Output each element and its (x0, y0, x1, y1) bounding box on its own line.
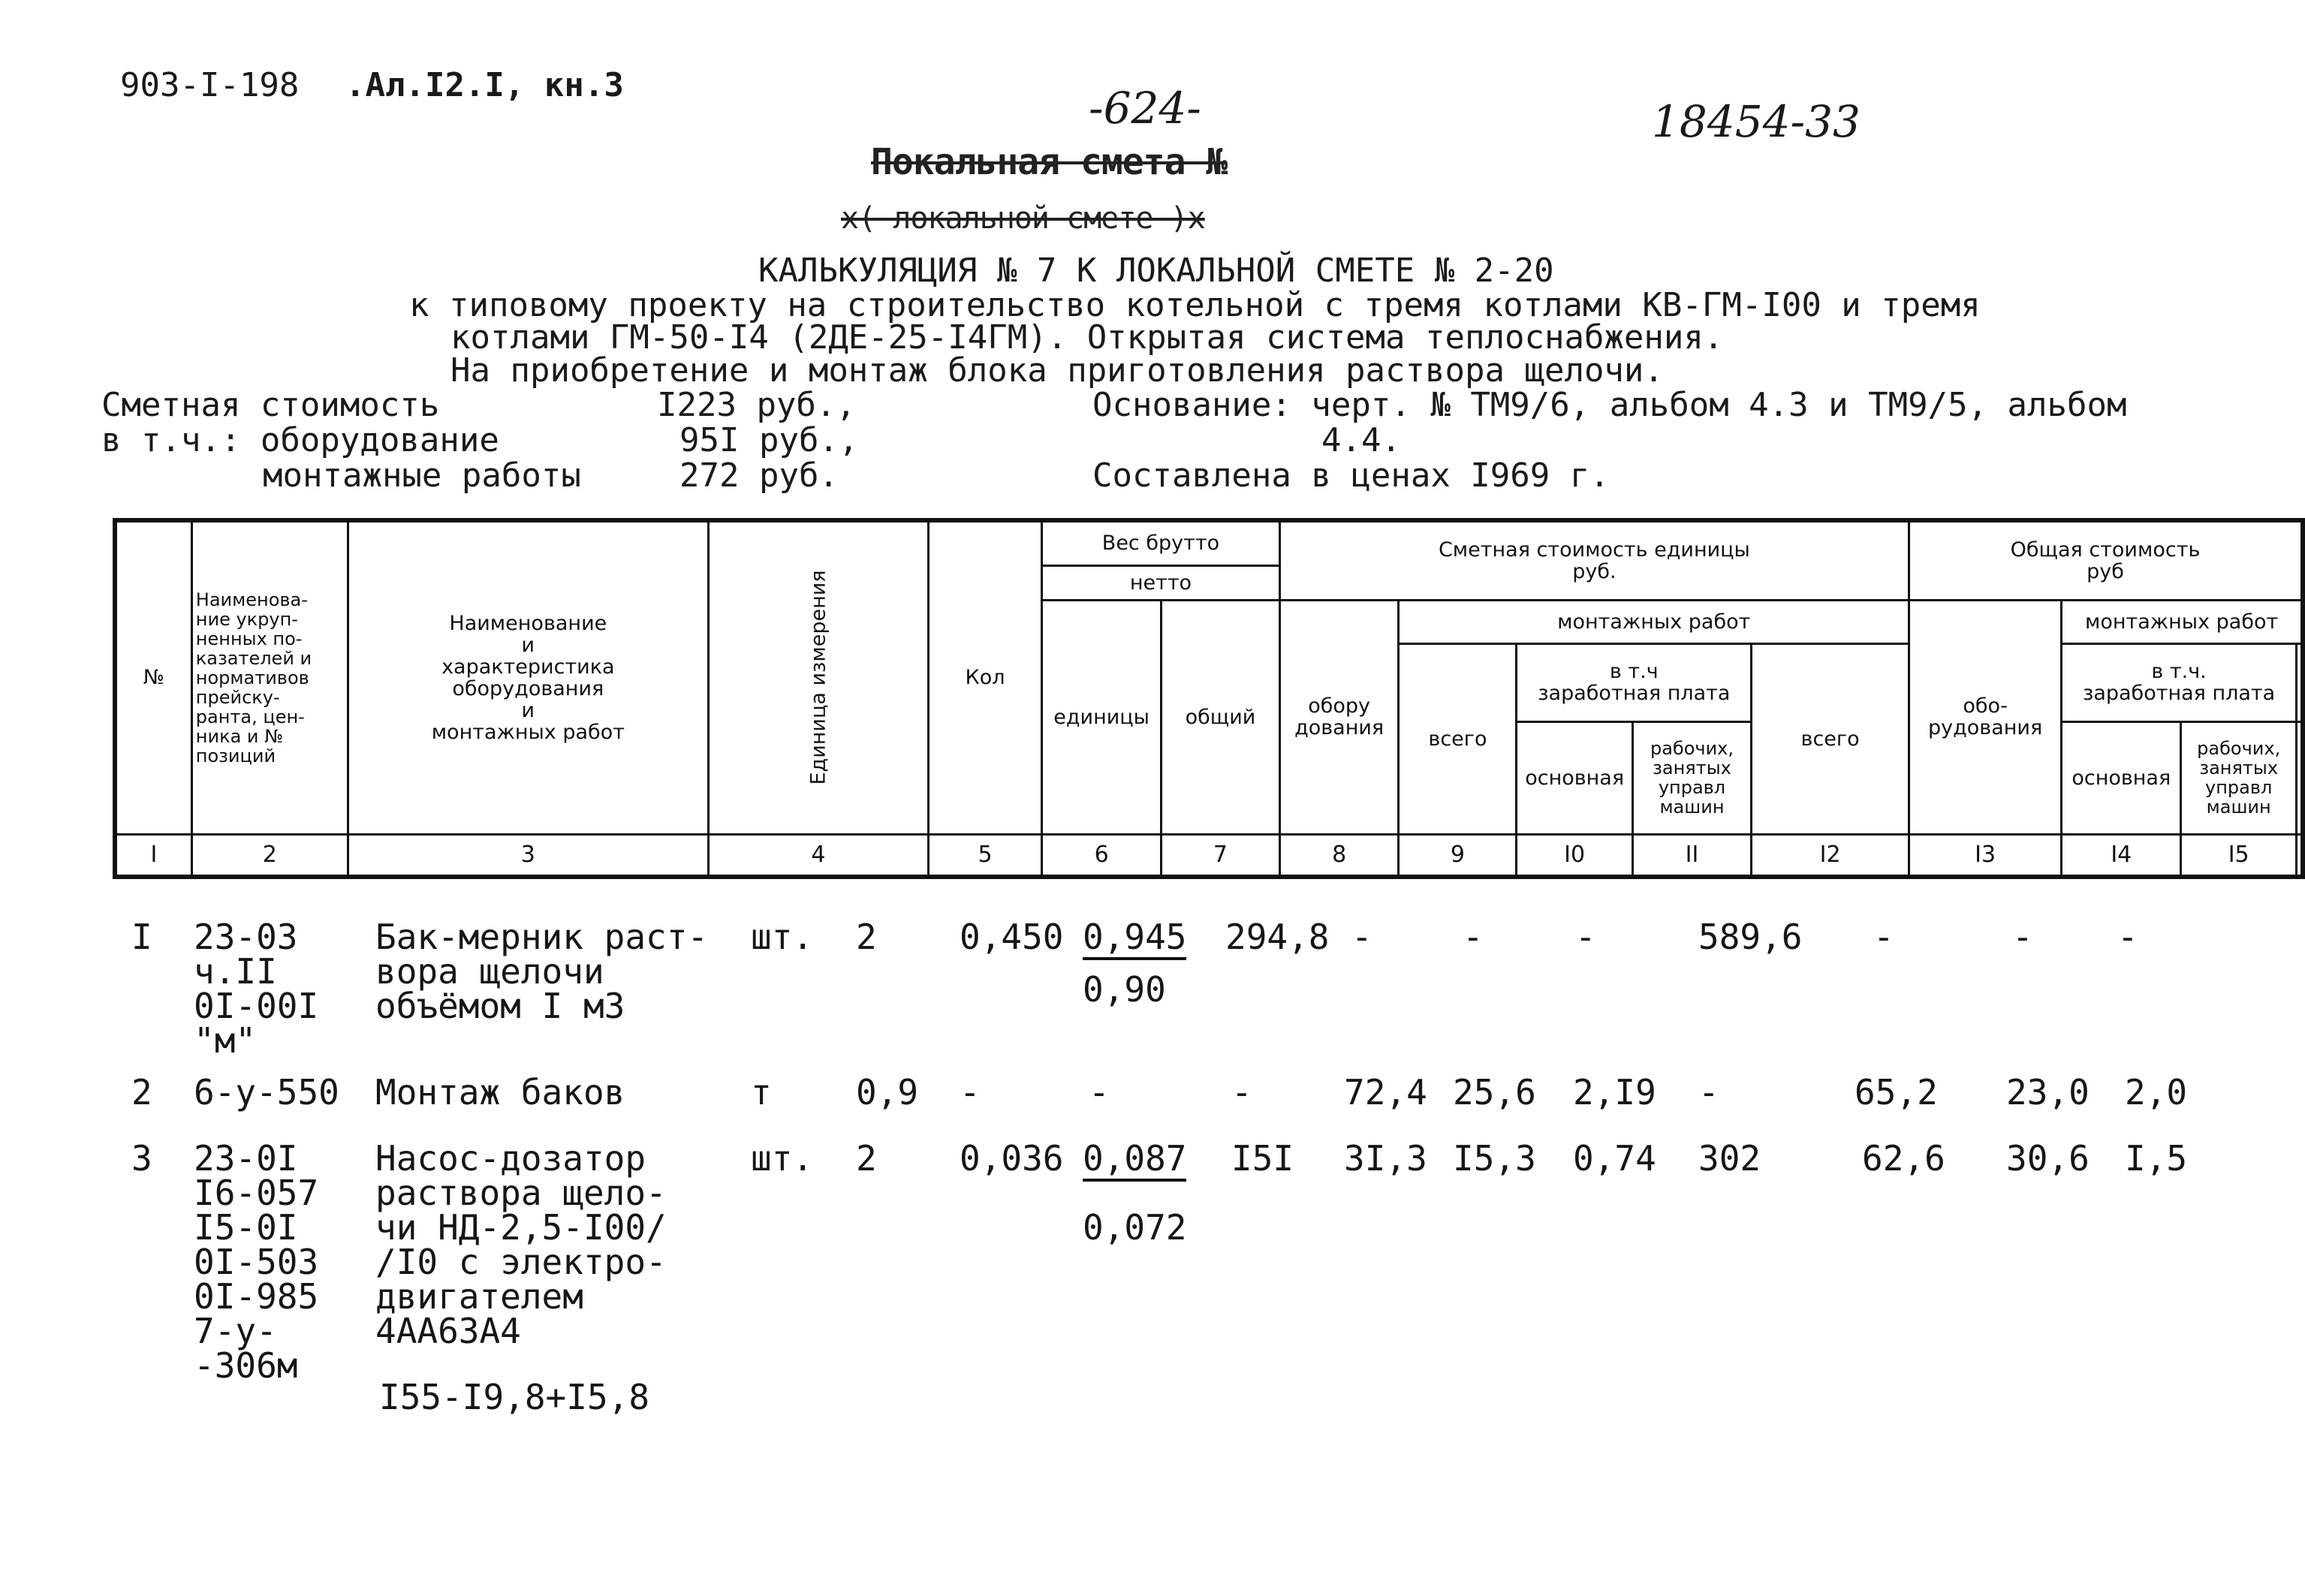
row-unit: шт. (751, 917, 814, 957)
col-index: I0 (1517, 834, 1632, 877)
row-weight-unit: - (960, 1072, 981, 1113)
col-index: I5 (2181, 834, 2297, 877)
basis-line-2: 4.4. (1321, 421, 1401, 459)
row-unit-wage-basic: I5,3 (1453, 1138, 1536, 1179)
col-index: 3 (348, 834, 708, 877)
cost-label: Сметная стоимость (101, 386, 440, 424)
weight-net-header: нетто (1042, 565, 1280, 600)
row-norm: 23-03 ч.II 0I-00I "м" (194, 917, 319, 1061)
total-equipment-header: обо- рудования (1909, 600, 2062, 834)
subtitle-line-1: к типовому проекту на строительство котельной с тремя котлами КВ-ГМ-I00 и тремя (409, 286, 1981, 324)
col-index: 9 (1399, 834, 1517, 877)
row-total-equipment: 302 (1698, 1138, 1761, 1179)
col-index: 5 (928, 834, 1041, 877)
row-total-wage-workers: 2,0 (2125, 1072, 2188, 1113)
col-index: 8 (1279, 834, 1399, 877)
subtitle-line-3: На приобретение и монтаж блока приготовления раствора щелочи. (450, 351, 1664, 390)
col-norm-header: Наименова- ние укруп- ненных по- казателей и нормативов прейску- ранта, цен- ника и № позиций (191, 520, 348, 834)
row-qty: 0,9 (856, 1072, 919, 1113)
row-unit-equipment: I5I (1231, 1138, 1294, 1179)
total-cost-header: Общая стоимость руб (1909, 520, 2303, 600)
column-number-row (115, 834, 2303, 877)
mounting-label: монтажные работы (263, 456, 581, 495)
weight-gross-header: Вес брутто (1042, 520, 1280, 565)
unit-wage-workers-header: рабочих, занятых управл машин (1632, 721, 1751, 834)
unit-wage-header: в т.ч заработная плата (1517, 643, 1752, 721)
row-number: I (131, 917, 152, 957)
row-weight-net: 0,90 (1083, 969, 1166, 1010)
row-total-wage-basic: - (2012, 917, 2033, 957)
row-unit-equipment: - (1231, 1072, 1252, 1113)
total-wage-basic-header: основная (2062, 721, 2181, 834)
row-weight-net: 0,072 (1083, 1207, 1187, 1248)
col-index: 6 (1042, 834, 1162, 877)
price-basis: Составлена в ценах I969 г. (1092, 456, 1610, 495)
unit-equipment-header: обору дования (1279, 600, 1399, 834)
row-total-wage-workers: - (2117, 917, 2138, 957)
weight-total-header: общий (1162, 600, 1280, 834)
col-index: I2 (1752, 834, 1909, 877)
project-code: 903-I-198 (120, 66, 300, 104)
col-spacer-cell (2297, 721, 2303, 834)
struck-heading: Покальная смета № (871, 141, 1228, 183)
row-weight-unit: 0,036 (960, 1138, 1064, 1179)
album-ref: .Ал.I2.I, кн.3 (345, 66, 624, 104)
row-weight-total: 0,087 (1083, 1141, 1186, 1182)
col-index: I (115, 834, 191, 877)
row-unit-mount-total: 3I,3 (1344, 1138, 1427, 1179)
row-number: 2 (131, 1072, 152, 1113)
row-unit-wage-basic: - (1463, 917, 1484, 957)
col-unit-header (708, 520, 928, 834)
row-number: 3 (131, 1138, 152, 1179)
row-qty: 2 (856, 917, 877, 957)
unit-mount-total-header: всего (1399, 643, 1517, 834)
row-unit-wage-workers: - (1575, 917, 1596, 957)
row-unit: шт. (751, 1138, 814, 1179)
unit-mounting-header: монтажных работ (1399, 600, 1909, 643)
row-name: Монтаж баков (375, 1072, 625, 1113)
col-index: 7 (1162, 834, 1280, 877)
document-title: КАЛЬКУЛЯЦИЯ № 7 К ЛОКАЛЬНОЙ СМЕТЕ № 2-20 (758, 251, 1554, 290)
row-qty: 2 (856, 1138, 877, 1179)
total-wage-workers-header: рабочих, занятых управл машин (2181, 721, 2297, 834)
total-mount-total-header: всего (1752, 643, 1909, 834)
row-name: Насос-дозатор раствора щело- чи НД-2,5-I00/ /I0 с электро- двигателем 4АА63А4 (375, 1138, 667, 1351)
row-total-mount-total: 62,6 (1862, 1138, 1945, 1179)
row-name: Бак-мерник раст- вора щелочи объёмом I м3 (375, 917, 709, 1026)
col-index: II (1632, 834, 1751, 877)
row-total-wage-basic: 30,6 (2006, 1138, 2090, 1179)
row-total-wage-workers: I,5 (2125, 1138, 2188, 1179)
page-number: -624- (1089, 83, 1201, 134)
unit-header-text: Единица измерения (806, 570, 830, 785)
weight-unit-header: единицы (1042, 600, 1162, 834)
total-mounting-header: монтажных работ (2062, 600, 2303, 643)
row-unit-mount-total: - (1351, 917, 1372, 957)
row-unit-equipment: 294,8 (1225, 917, 1330, 957)
row-total-equipment: 589,6 (1698, 917, 1803, 957)
unit-cost-header: Сметная стоимость единицы руб. (1279, 520, 1909, 600)
including-label: в т.ч.: оборудование (101, 421, 499, 459)
subtitle-line-2: котлами ГМ-50-I4 (2ДЕ-25-I4ГМ). Открытая система теплоснабжения. (450, 318, 1724, 357)
col-index: I3 (1909, 834, 2062, 877)
calculation-table-header (113, 518, 2305, 879)
row-unit: т (751, 1072, 772, 1113)
row-unit-wage-workers: 2,I9 (1573, 1072, 1656, 1113)
equipment-value: 95I руб., (679, 421, 859, 459)
row-total-equipment: - (1698, 1072, 1719, 1113)
total-wage-header: в т.ч. заработная плата (2062, 643, 2297, 721)
row-weight-unit: 0,450 (960, 917, 1064, 957)
row-unit-wage-workers: 0,74 (1573, 1138, 1656, 1179)
row-note: I55-I9,8+I5,8 (379, 1377, 650, 1417)
row-unit-mount-total: 72,4 (1344, 1072, 1427, 1113)
mounting-value: 272 руб. (679, 456, 839, 495)
struck-subheading: х( локальной смете )х (841, 201, 1205, 236)
row-total-mount-total: - (1873, 917, 1894, 957)
row-weight-total: - (1089, 1072, 1110, 1113)
doc-number: 18454-33 (1652, 96, 1861, 147)
row-norm: 6-у-550 (194, 1072, 339, 1113)
unit-wage-basic-header: основная (1517, 721, 1632, 834)
col-number-header: № (115, 520, 191, 834)
row-norm: 23-0I I6-057 I5-0I 0I-503 0I-985 7-у- -306м (194, 1138, 319, 1386)
row-total-mount-total: 65,2 (1855, 1072, 1938, 1113)
row-total-wage-basic: 23,0 (2006, 1072, 2090, 1113)
col-name-header: Наименование и характеристика оборудования и монтажных работ (348, 520, 708, 834)
row-unit-wage-basic: 25,6 (1453, 1072, 1536, 1113)
col-index: I4 (2062, 834, 2181, 877)
col-index: 2 (191, 834, 348, 877)
col-qty-header: Кол (928, 520, 1041, 834)
cost-value: I223 руб., (657, 386, 856, 424)
col-index: 4 (708, 834, 928, 877)
basis-line-1: Основание: черт. № ТМ9/6, альбом 4.3 и ТМ9/5, альбом (1092, 386, 2127, 424)
row-weight-total: 0,945 (1083, 920, 1186, 960)
